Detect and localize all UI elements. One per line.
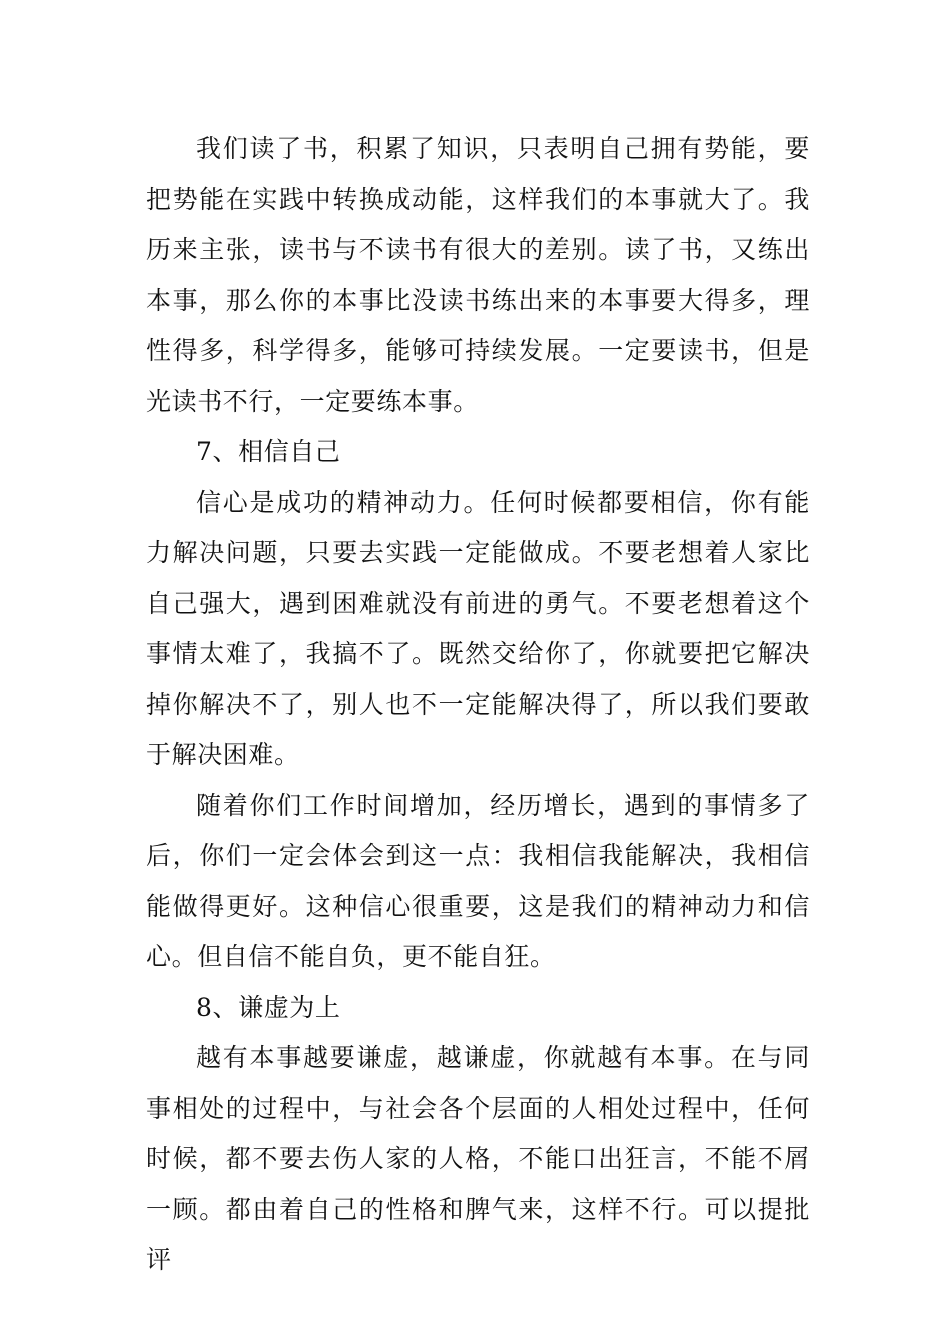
section-heading-believe-yourself: 7、相信自己 <box>196 437 341 466</box>
section-heading-modesty: 8、谦虚为上 <box>196 992 341 1022</box>
paragraph-modesty: 越有本事越要谦虚，越谦虚，你就越有本事。在与同事相处的过程中，与社会各个层面的人相处过程中，任何时候，都不要去伤人家的人格，不能口出狂言，不能不屑一顾。都由着自己的性格和脾气来，这样不行。可以提批评 <box>146 1043 810 1274</box>
document-body <box>146 124 810 1286</box>
paragraph-reading-skills: 我们读了书，积累了知识，只表明自己拥有势能，要把势能在实践中转换成动能，这样我们的本事就大了。我历来主张，读书与不读书有很大的差别。读了书，又练出本事，那么你的本事比没读书练出来的本事要大得多，理性得多，科学得多，能够可持续发展。一定要读书，但是光读书不行，一定要练本事。 <box>146 134 810 416</box>
paragraph-confidence: 信心是成功的精神动力。任何时候都要相信，你有能力解决问题，只要去实践一定能做成。不要老想着人家比自己强大，遇到困难就没有前进的勇气。不要老想着这个事情太难了，我搞不了。既然交给你了，你就要把它解决掉你解决不了，别人也不一定能解决得了，所以我们要敢于解决困难。 <box>146 487 810 769</box>
paragraph-experience: 随着你们工作时间增加，经历增长，遇到的事情多了后，你们一定会体会到这一点：我相信我能解决，我相信能做得更好。这种信心很重要，这是我们的精神动力和信心。但自信不能自负，更不能自狂。 <box>146 790 810 971</box>
